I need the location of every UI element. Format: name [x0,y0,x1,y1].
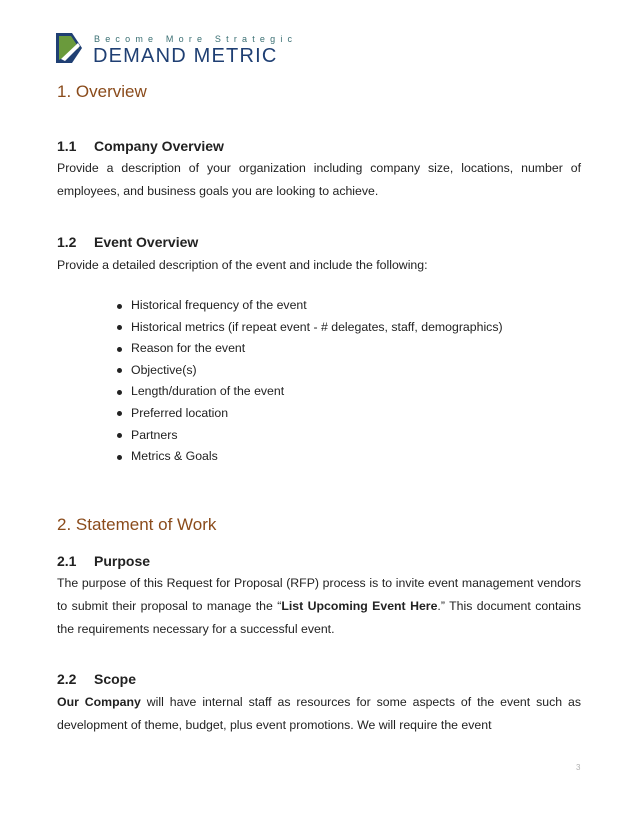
subheading-number: 2.2 [57,671,77,687]
purpose-text [57,572,581,641]
list-item: Historical frequency of the event [115,295,503,317]
subheading-title: Scope [94,671,137,687]
purpose-text-end: .” This document contains the requirements necessary for a successful event. [57,599,581,636]
subheading-scope [57,671,136,687]
list-item: Metrics & Goals [115,446,503,468]
subheading-event-overview [57,234,198,250]
company-overview-text: Provide a description of your organization including company size, locations, number of employees, and business goals you are looking to achieve. [57,161,581,198]
list-item: Objective(s) [115,360,503,382]
company-name-placeholder: Our Company [57,695,141,709]
event-requirements-list [115,295,503,468]
list-item: Partners [115,425,503,447]
subheading-number: 1.1 [57,138,77,154]
logo-mark-icon [56,33,88,63]
subheading-number: 1.2 [57,234,77,250]
subheading-purpose [57,553,150,569]
logo-wordmark: DEMAND METRIC [93,45,278,67]
subheading-company-overview [57,138,224,154]
purpose-text-intro: The purpose of this Request for Proposal (RFP) process is to invite event management vendors to submit their proposal to manage the “ [57,576,581,613]
list-item: Historical metrics (if repeat event - # delegates, staff, demographics) [115,317,503,339]
scope-text-body: will have internal staff as resources for some aspects of the event such as development of theme, budget, plus event promotions. We will require the event [57,695,581,732]
section-heading-overview: 1. Overview [57,82,147,101]
subheading-number: 2.1 [57,553,77,569]
list-item: Reason for the event [115,338,503,360]
subheading-title: Event Overview [94,234,199,250]
logo-tagline: Become More Strategic [94,34,298,44]
scope-text [57,691,581,737]
section-heading-statement-of-work: 2. Statement of Work [57,515,217,534]
subheading-title: Purpose [94,553,151,569]
demand-metric-logo [56,33,306,69]
event-placeholder: List Upcoming Event Here [281,599,438,613]
event-overview-text: Provide a detailed description of the event and include the following: [57,258,428,272]
list-item: Length/duration of the event [115,381,503,403]
subheading-title: Company Overview [94,138,224,154]
list-item: Preferred location [115,403,503,425]
page-number: 3 [576,763,581,772]
